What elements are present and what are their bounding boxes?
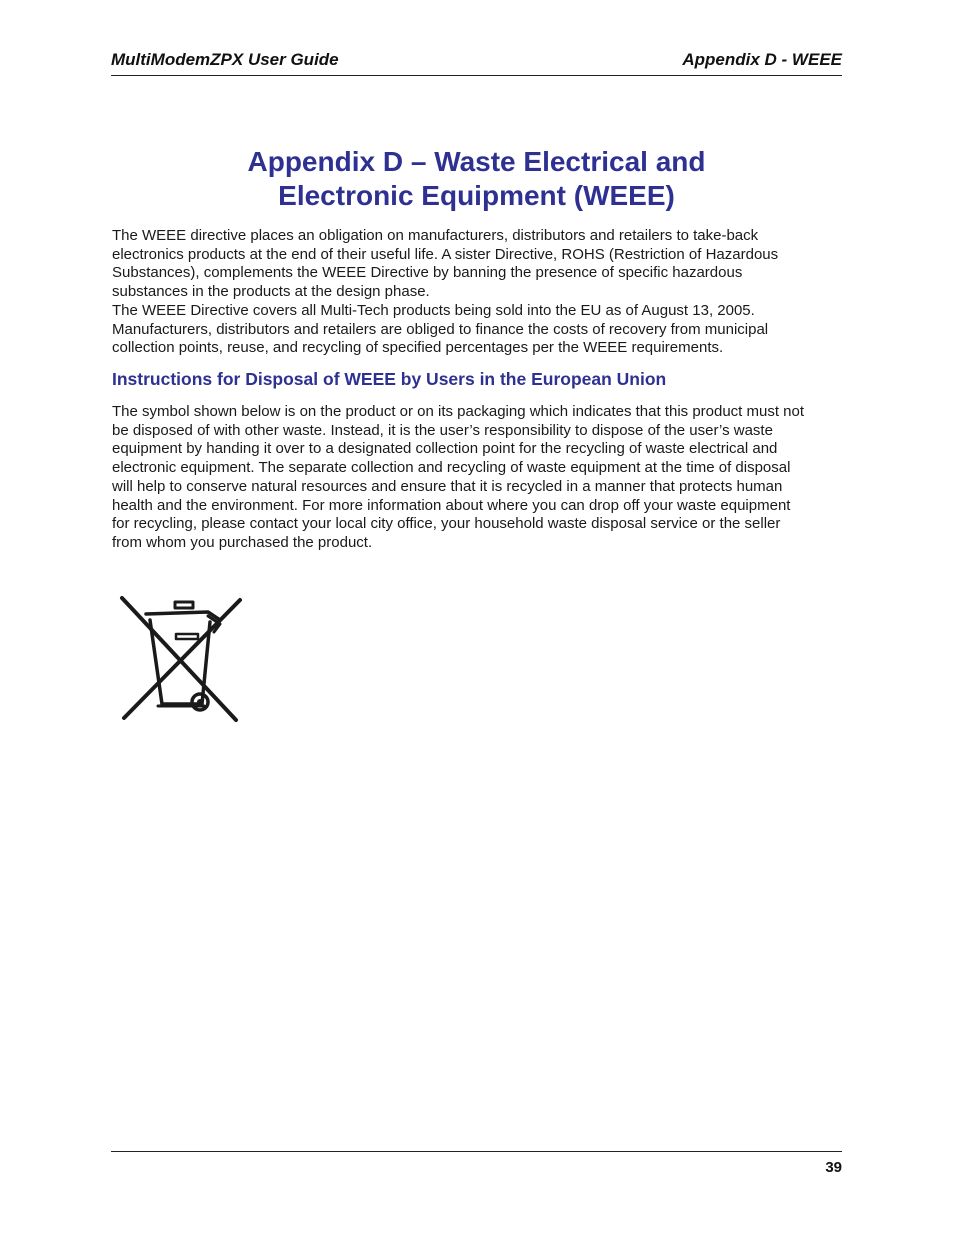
intro-line: Manufacturers, distributors and retailers are obliged to finance the costs of recovery from municipal bbox=[112, 320, 769, 338]
disposal-line: equipment by handing it over to a designated collection point for the recycling of waste electrical and bbox=[112, 440, 778, 458]
page-title bbox=[111, 145, 842, 213]
intro-line: The WEEE Directive covers all Multi-Tech products being sold into the EU as of August 13, 2005. bbox=[112, 301, 755, 319]
disposal-line: from whom you purchased the product. bbox=[112, 533, 373, 551]
disposal-paragraph bbox=[112, 403, 847, 553]
disposal-line: health and the environment. For more information about where you can drop off your waste equipment bbox=[112, 496, 791, 514]
disposal-line: will help to conserve natural resources and ensure that it is recycled in a manner that protects human bbox=[112, 477, 783, 495]
disposal-line: for recycling, please contact your local city office, your household waste disposal service or the seller bbox=[112, 515, 781, 533]
document-title: MultiModemZPX User Guide bbox=[111, 50, 339, 69]
page-footer bbox=[111, 1151, 842, 1176]
section-heading: Instructions for Disposal of WEEE by Users in the European Union bbox=[112, 369, 667, 389]
intro-line: The WEEE directive places an obligation on manufacturers, distributors and retailers to take-back bbox=[112, 227, 759, 244]
page-number: 39 bbox=[825, 1159, 842, 1176]
page-title-line-2: Electronic Equipment (WEEE) bbox=[278, 180, 675, 211]
section-label: Appendix D - WEEE bbox=[682, 50, 842, 69]
crossed-out-wheelie-bin-icon bbox=[118, 594, 244, 724]
disposal-line: be disposed of with other waste. Instead, it is the user’s responsibility to dispose of the user’s waste bbox=[112, 421, 773, 439]
page-header bbox=[111, 50, 842, 76]
intro-line: collection points, reuse, and recycling of specified percentages per the WEEE requirements. bbox=[112, 339, 724, 357]
disposal-line: The symbol shown below is on the product or on its packaging which indicates that this product must not bbox=[112, 403, 805, 420]
intro-paragraph bbox=[112, 227, 847, 358]
page-title-line-1: Appendix D – Waste Electrical and bbox=[247, 146, 706, 177]
intro-line: Substances), complements the WEEE Directive by banning the presence of specific hazardous bbox=[112, 264, 743, 282]
intro-line: substances in the products at the design phase. bbox=[112, 283, 430, 301]
disposal-line: electronic equipment. The separate collection and recycling of waste equipment at the time of disposal bbox=[112, 459, 791, 477]
intro-line: electronics products at the end of their useful life. A sister Directive, ROHS (Restriction of Hazardous bbox=[112, 245, 779, 263]
